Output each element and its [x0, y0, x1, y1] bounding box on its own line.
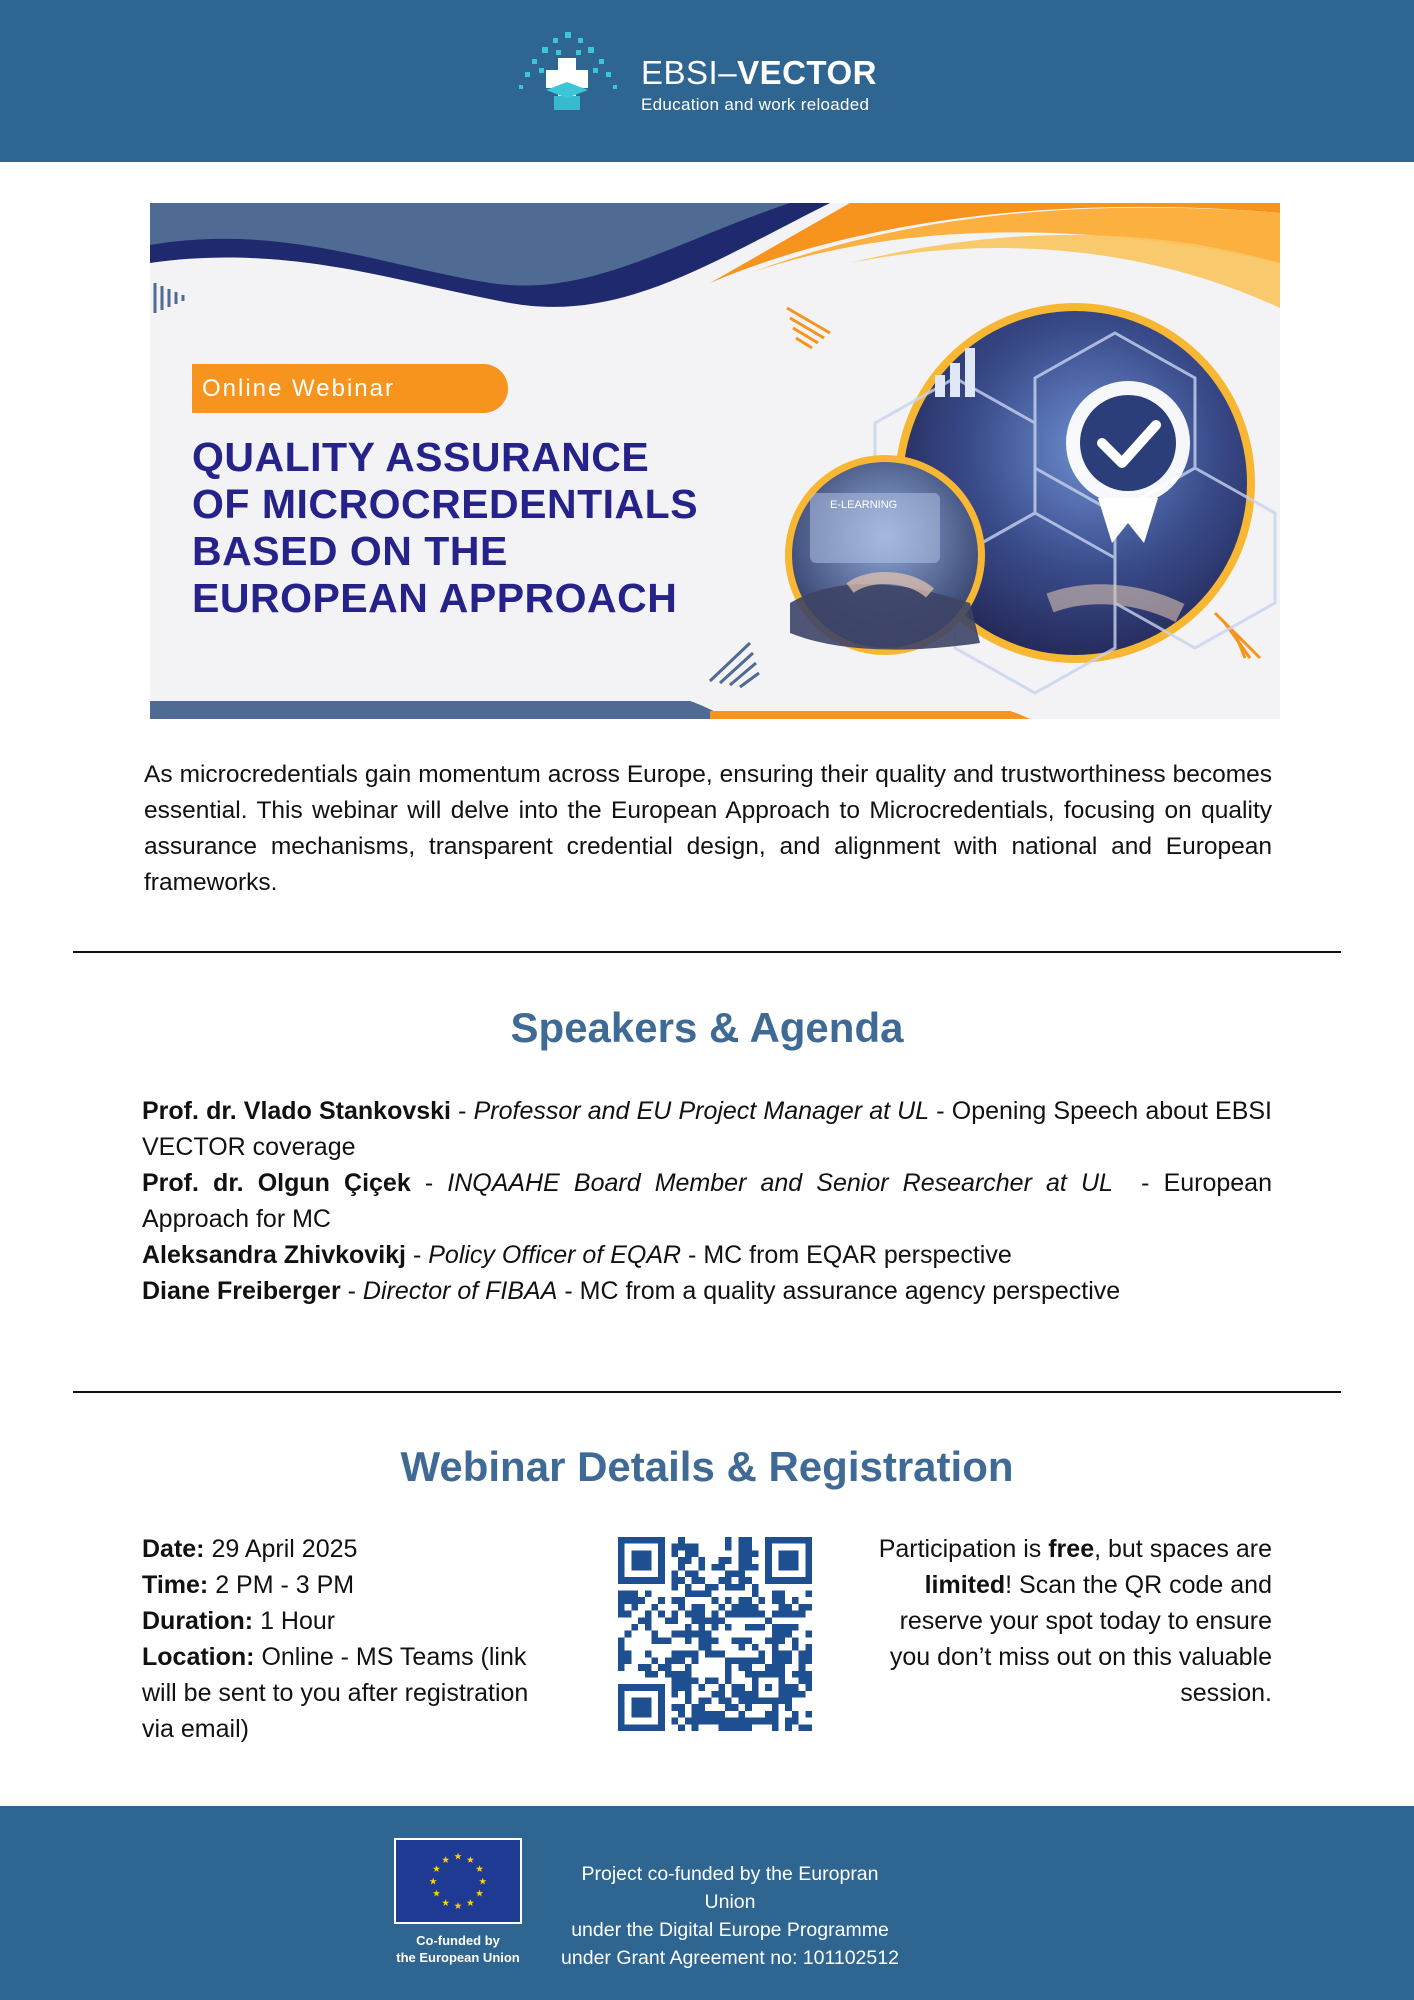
header-bar: [0, 0, 1414, 162]
eu-star-icon: ★: [466, 1854, 475, 1866]
banner-title-line: BASED ON THE: [192, 528, 508, 574]
limited-emphasis: limited: [924, 1571, 1006, 1599]
date-value: 29 April 2025: [211, 1535, 358, 1563]
banner-title-line: EUROPEAN APPROACH: [192, 575, 678, 621]
location-value: Online - MS Teams: [261, 1643, 474, 1671]
speaker-topic: European Approach for MC: [142, 1169, 1272, 1233]
eu-star-icon: ★: [441, 1897, 450, 1909]
speaker-topic: Opening Speech about EBSI VECTOR coverage: [142, 1097, 1272, 1161]
eu-flag-icon: [394, 1838, 522, 1924]
details-heading: Webinar Details & Registration: [400, 1443, 1014, 1490]
speaker-topic: MC from EQAR perspective: [703, 1241, 1012, 1269]
agenda-item: Aleksandra Zhivkovikj - Policy Officer of EQAR - MC from EQAR perspective: [142, 1241, 1012, 1269]
speaker-role: INQAAHE Board Member and Senior Researcher at UL: [447, 1169, 1113, 1197]
time-row: Time: 2 PM - 3 PM: [142, 1571, 355, 1599]
registration-info: Participation is free, but spaces are limited! Scan the QR code and reserve your spot today to ensure you don’t miss out on this valuable session.: [878, 1535, 1272, 1707]
time-value: 2 PM - 3 PM: [215, 1571, 355, 1599]
speaker-name: Prof. dr. Olgun Çiçek: [142, 1169, 411, 1197]
eu-star-icon: ★: [432, 1863, 441, 1875]
eu-star-icon: ★: [453, 1851, 463, 1863]
date-row: Date: 29 April 2025: [142, 1535, 358, 1563]
footer-bar: [0, 1806, 1414, 2000]
agenda-item: Diane Freiberger - Director of FIBAA - MC from a quality assurance agency perspective: [142, 1277, 1121, 1305]
banner-title-line: OF MICROCREDENTIALS: [192, 481, 699, 527]
agenda-item: Prof. dr. Vlado Stankovski - Professor and EU Project Manager at UL - Opening Speech about EBSI VECTOR coverage: [142, 1097, 1272, 1161]
banner-title-line: QUALITY ASSURANCE: [192, 434, 650, 480]
intro-paragraph: As microcredentials gain momentum across Europe, ensuring their quality and trustworthiness becomes essential. This webinar will delve into the European Approach to Microcredentials, focusing on quality assurance mechanisms, transparent credential design, and alignment with national and European frameworks.: [144, 761, 1272, 896]
eu-star-icon: ★: [475, 1888, 484, 1900]
eu-star-icon: ★: [478, 1876, 488, 1888]
brand-tagline: Education and work reloaded: [641, 95, 870, 114]
speaker-name: Aleksandra Zhivkovikj: [142, 1241, 407, 1269]
eu-star-icon: ★: [453, 1901, 463, 1913]
speakers-heading: Speakers & Agenda: [510, 1004, 904, 1051]
eu-star-icon: ★: [466, 1897, 475, 1909]
webinar-banner: [150, 203, 1280, 719]
speaker-name: Prof. dr. Vlado Stankovski: [142, 1097, 451, 1125]
divider: [73, 1391, 1341, 1393]
eu-star-icon: ★: [428, 1876, 438, 1888]
eu-star-icon: ★: [475, 1863, 484, 1875]
eu-star-icon: ★: [441, 1854, 450, 1866]
webinar-details: [142, 1531, 542, 1747]
speaker-role: Policy Officer of EQAR: [428, 1241, 682, 1269]
location-row: Location: Online - MS Teams (link will be sent to you after registration via email): [142, 1643, 529, 1743]
ebsi-logo-icon: [516, 30, 626, 120]
brand-name: EBSI–VECTOR: [641, 54, 877, 91]
logo-text: [641, 56, 877, 115]
eu-star-icon: ★: [432, 1888, 441, 1900]
speaker-role: Professor and EU Project Manager at UL: [473, 1097, 930, 1125]
funding-statement: Project co-funded by the Europran Union under the Digital Europe Programme under Grant Agreement no: 101102512: [561, 1863, 899, 1969]
online-webinar-pill: Online Webinar: [192, 364, 508, 413]
speakers-agenda-list: [142, 1093, 1272, 1309]
registration-qr-code[interactable]: [618, 1537, 812, 1731]
location-note: (link will be sent to you after registration via email): [142, 1643, 529, 1743]
eu-cofunded-label: Co-funded by the European Union: [396, 1933, 520, 1965]
divider: [73, 951, 1341, 953]
duration-row: Duration: 1 Hour: [142, 1607, 336, 1635]
banner-title: [192, 434, 752, 622]
speaker-role: Director of FIBAA: [362, 1277, 558, 1305]
ebsi-vector-logo[interactable]: [516, 30, 906, 120]
agenda-item: Prof. dr. Olgun Çiçek - INQAAHE Board Member and Senior Researcher at UL - European Approach for MC: [142, 1169, 1272, 1233]
e-learning-label: E-LEARNING: [830, 499, 898, 511]
duration-value: 1 Hour: [260, 1607, 336, 1635]
speaker-topic: MC from a quality assurance agency perspective: [579, 1277, 1121, 1305]
speaker-name: Diane Freiberger: [142, 1277, 341, 1305]
free-emphasis: free: [1048, 1535, 1095, 1563]
